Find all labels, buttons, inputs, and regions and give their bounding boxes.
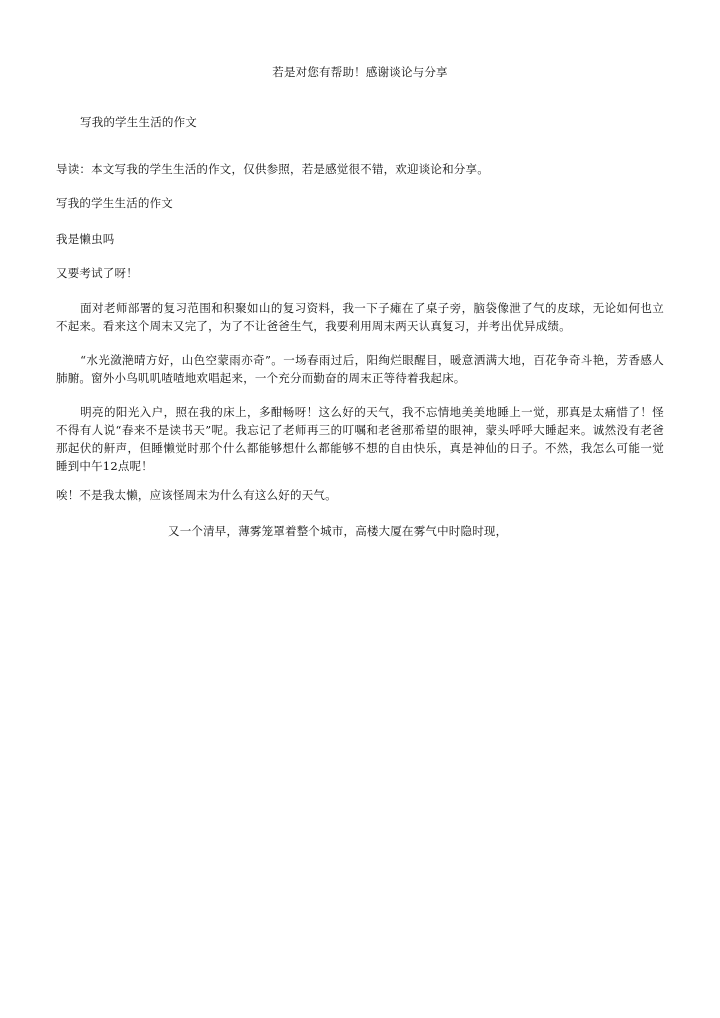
document-heading: 写我的学生生活的作文 [80,115,197,129]
essay-subtitle: 写我的学生生活的作文 [56,196,173,210]
essay-line: 唉！不是我太懒，应该怪周末为什么有这么好的天气。 [56,488,337,502]
essay-author-line: 我是懒虫吗 [56,232,115,246]
essay-line: 又要考试了呀！ [56,266,138,280]
essay-paragraph-2: “水光潋滟晴方好，山色空蒙雨亦奇”。一场春雨过后，阳绚烂眼醒目，暖意洒满大地，百花争奇斗艳，芳香感人肺腑。窗外小鸟叽叽喳喳地欢唱起来，一个充分而勤奋的周末正等待着我起床。 [56,353,664,385]
essay-line: 又一个清早，薄雾笼罩着整个城市，高楼大厦在雾气中时隐时现， [168,524,508,538]
intro-text: 导读：本文写我的学生生活的作文，仅供参照，若是感觉很不错，欢迎谈论和分享。 [56,162,489,176]
essay-paragraph-1: 面对老师部署的复习范围和积聚如山的复习资料，我一下子瘫在了桌子旁，脑袋像泄了气的皮球，无论如何也立不起来。看来这个周末又完了，为了不让爸爸生气，我要利用周末两天认真复习，并考出优异成绩。 [56,301,664,333]
page-header: 若是对您有帮助！感谢谈论与分享 [272,65,448,79]
essay-paragraph-3: 明亮的阳光入户，照在我的床上，多酣畅呀！这么好的天气，我不忘情地美美地睡上一觉，那真是太痛惜了！怪不得有人说“春来不是读书天”呢。我忘记了老师再三的叮嘱和老爸那希望的眼神，蒙头呼呼大睡起来。诚然没有老爸那起伏的鼾声，但睡懒觉时那个什么都能够想什么都能够不想的自由快乐，真是神仙的日子。不然，我怎么可能一觉睡到中午12点呢！ [56,405,664,473]
